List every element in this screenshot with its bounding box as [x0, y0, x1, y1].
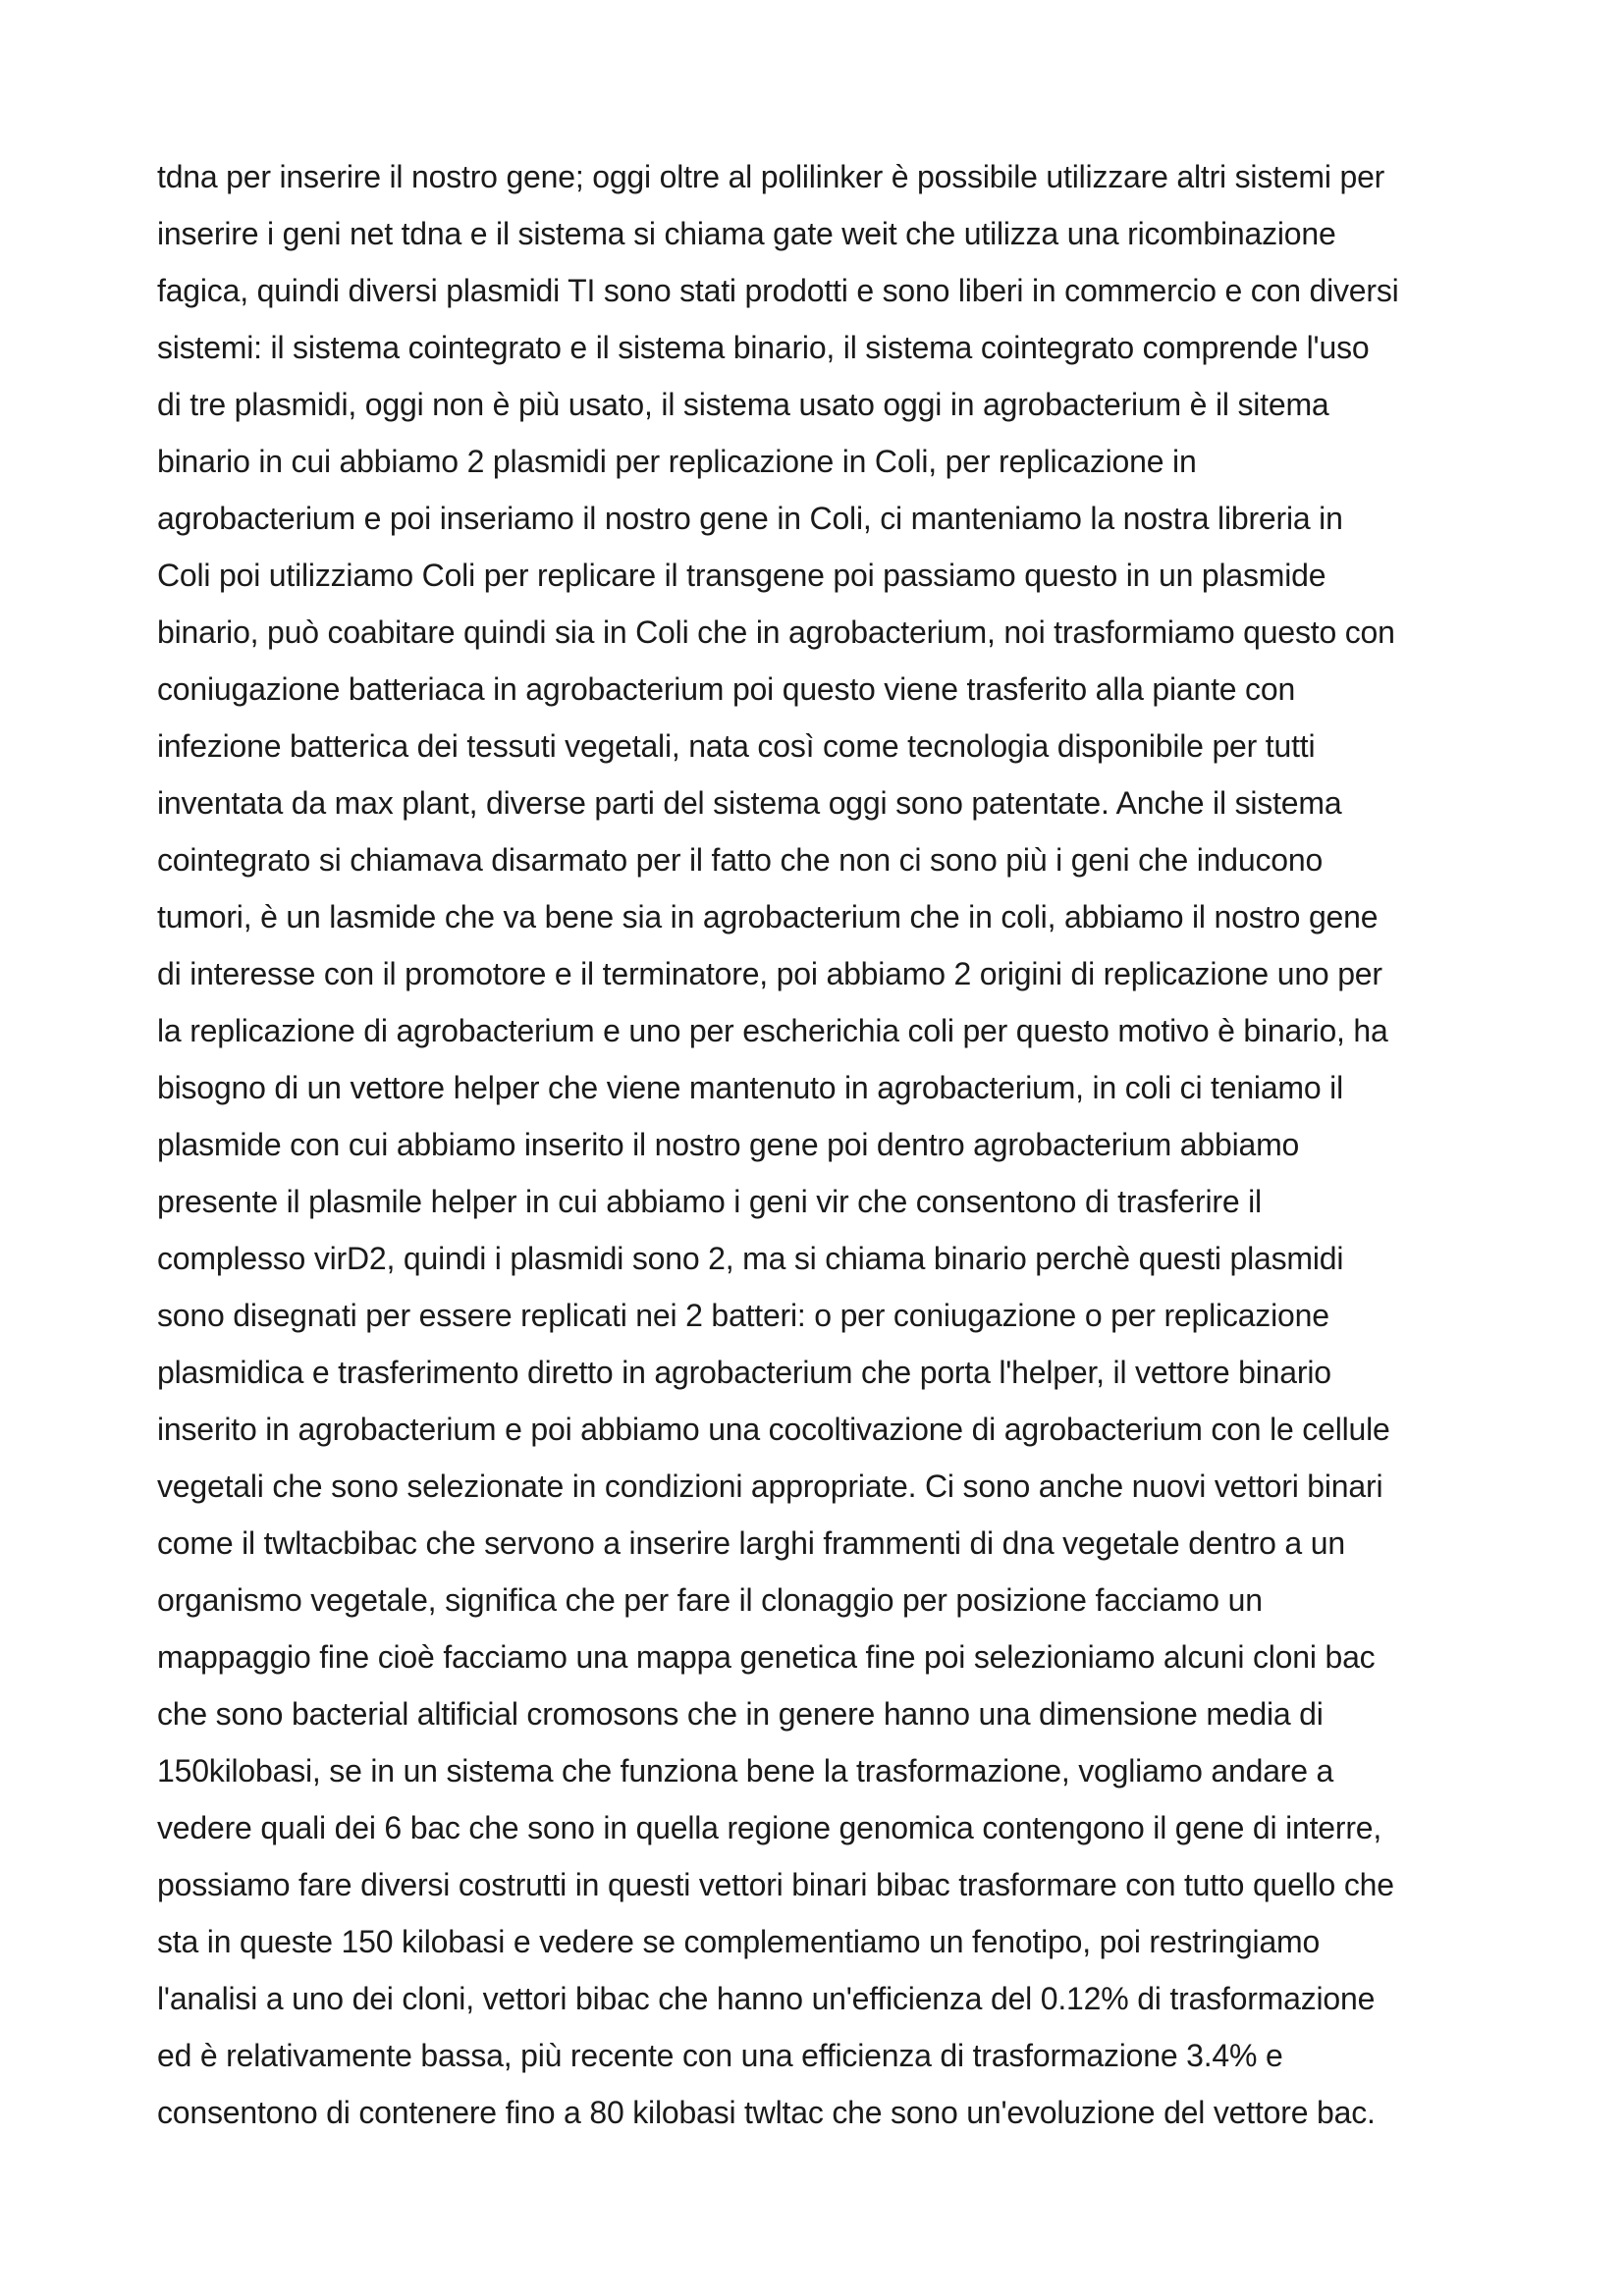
text-line: organismo vegetale, significa che per fare il clonaggio per posizione facciamo un — [157, 1582, 1263, 1618]
text-line: inserire i geni net tdna e il sistema si chiama gate weit che utilizza una ricombinazione — [157, 216, 1336, 251]
text-line: inventata da max plant, diverse parti del sistema oggi sono patentate. Anche il sistema — [157, 785, 1342, 821]
text-line: che sono bacterial altificial cromosons che in genere hanno una dimensione media di — [157, 1696, 1324, 1732]
text-line: la replicazione di agrobacterium e uno per escherichia coli per questo motivo è binario, ha — [157, 1013, 1388, 1048]
text-line: 150kilobasi, se in un sistema che funziona bene la trasformazione, vogliamo andare a — [157, 1753, 1334, 1789]
text-line: agrobacterium e poi inseriamo il nostro gene in Coli, ci manteniamo la nostra libreria in — [157, 501, 1343, 536]
text-line: vegetali che sono selezionate in condizioni appropriate. Ci sono anche nuovi vettori binari — [157, 1468, 1383, 1504]
text-line: infezione batterica dei tessuti vegetali, nata così come tecnologia disponibile per tutti — [157, 728, 1316, 764]
text-line: tdna per inserire il nostro gene; oggi oltre al polilinker è possibile utilizzare altri sistemi per — [157, 159, 1385, 194]
text-line: fagica, quindi diversi plasmidi TI sono stati prodotti e sono liberi in commercio e con diversi — [157, 273, 1399, 308]
text-line: sistemi: il sistema cointegrato e il sistema binario, il sistema cointegrato comprende l'uso — [157, 330, 1370, 365]
text-line: inserito in agrobacterium e poi abbiamo una cocoltivazione di agrobacterium con le cellule — [157, 1412, 1390, 1447]
text-line: complesso virD2, quindi i plasmidi sono 2, ma si chiama binario perchè questi plasmidi — [157, 1241, 1344, 1276]
text-line: bisogno di un vettore helper che viene mantenuto in agrobacterium, in coli ci teniamo il — [157, 1070, 1343, 1105]
text-line: Coli poi utilizziamo Coli per replicare il transgene poi passiamo questo in un plasmide — [157, 558, 1326, 593]
text-line: presente il plasmile helper in cui abbiamo i geni vir che consentono di trasferire il — [157, 1184, 1262, 1219]
text-line: tumori, è un lasmide che va bene sia in agrobacterium che in coli, abbiamo il nostro gene — [157, 899, 1379, 934]
text-line: ed è relativamente bassa, più recente con una efficienza di trasformazione 3.4% e — [157, 2038, 1283, 2073]
text-line: possiamo fare diversi costrutti in questi vettori binari bibac trasformare con tutto quello che — [157, 1867, 1394, 1902]
text-line: sta in queste 150 kilobasi e vedere se complementiamo un fenotipo, poi restringiamo — [157, 1924, 1321, 1959]
text-line: plasmidica e trasferimento diretto in agrobacterium che porta l'helper, il vettore binario — [157, 1355, 1331, 1390]
text-line: coniugazione batteriaca in agrobacterium poi questo viene trasferito alla piante con — [157, 671, 1296, 707]
text-line: cointegrato si chiamava disarmato per il fatto che non ci sono più i geni che inducono — [157, 842, 1324, 878]
text-line: binario in cui abbiamo 2 plasmidi per replicazione in Coli, per replicazione in — [157, 444, 1197, 479]
text-line: di tre plasmidi, oggi non è più usato, il sistema usato oggi in agrobacterium è il sitema — [157, 387, 1329, 422]
text-line: sono disegnati per essere replicati nei 2 batteri: o per coniugazione o per replicazione — [157, 1298, 1329, 1333]
text-line: di interesse con il promotore e il terminatore, poi abbiamo 2 origini di replicazione uno per — [157, 956, 1382, 991]
text-line: consentono di contenere fino a 80 kilobasi twltac che sono un'evoluzione del vettore bac. — [157, 2095, 1376, 2130]
body-text — [157, 148, 1492, 2141]
text-line: come il twltacbibac che servono a inserire larghi frammenti di dna vegetale dentro a un — [157, 1525, 1345, 1561]
text-line: plasmide con cui abbiamo inserito il nostro gene poi dentro agrobacterium abbiamo — [157, 1127, 1300, 1162]
text-line: vedere quali dei 6 bac che sono in quella regione genomica contengono il gene di interre, — [157, 1810, 1382, 1845]
text-line: binario, può coabitare quindi sia in Coli che in agrobacterium, noi trasformiamo questo con — [157, 614, 1395, 650]
text-line: mappaggio fine cioè facciamo una mappa genetica fine poi selezioniamo alcuni cloni bac — [157, 1639, 1376, 1675]
text-line: l'analisi a uno dei cloni, vettori bibac che hanno un'efficienza del 0.12% di trasformazione — [157, 1981, 1376, 2016]
